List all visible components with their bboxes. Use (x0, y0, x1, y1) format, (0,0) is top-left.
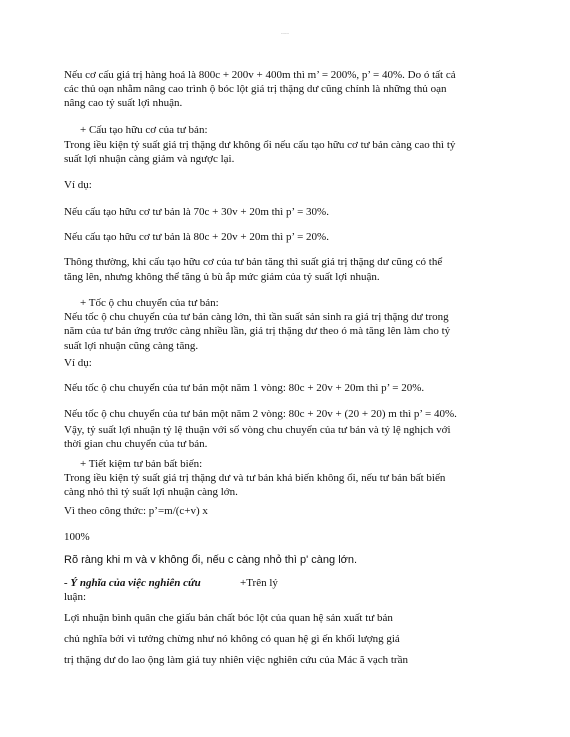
paragraph-line: thời gian chu chuyển của tư bản. (64, 438, 208, 450)
paragraph-line: năm của tư bản ứng trước càng nhiều lần, giá trị thặng dư theo ó mà tăng lên làm cho tỷ (64, 325, 451, 337)
example-line: Nếu tốc ộ chu chuyển của tư bản một năm 1 vòng: 80c + 20v + 20m thì p’ = 20%. (64, 382, 425, 394)
paragraph-line: suất lợi nhuận cũng càng tăng. (64, 340, 199, 352)
example-line: Nếu tốc ộ chu chuyển của tư bản một năm 2 vòng: 80c + 20v + (20 + 20) m thì p’ = 40%. (64, 408, 457, 420)
subsection-label: luận: (64, 591, 86, 603)
paragraph-line: Trong iều kiện tỷ suất giá trị thặng dư không ổi nếu cấu tạo hữu cơ tư bản càng cao thì tỷ (64, 139, 456, 151)
paragraph-line: các thủ oạn nhằm nâng cao trình ộ bóc lột giá trị thặng dư cũng chính là những thủ oạn (64, 83, 447, 95)
section-title: - Ý nghĩa của việc nghiên cứu (64, 577, 201, 589)
example-label: Ví dụ: (64, 357, 92, 369)
formula-line: Vì theo công thức: p’=m/(c+v) x (64, 505, 208, 517)
paragraph-line: suất lợi nhuận càng giảm và ngược lại. (64, 153, 235, 165)
paragraph-line: trị thặng dư do lao ộng làm giả tuy nhiên việc nghiên cứu của Mác ã vạch trần (64, 654, 408, 666)
paragraph-line: Thông thường, khi cấu tạo hữu cơ của tư bản tăng thì suất giá trị thặng dư cũng có thể (64, 256, 443, 268)
section-heading: + Tốc ộ chu chuyển của tư bản: (80, 297, 219, 309)
paragraph-line: Trong iều kiện tỷ suất giá trị thặng dư và tư bản khả biến không ổi, nếu tư bản bất biến (64, 472, 446, 484)
section-heading: + Tiết kiệm tư bản bất biến: (80, 458, 203, 470)
example-line: Nếu cấu tạo hữu cơ tư bản là 70c + 30v + 20m thì p’ = 30%. (64, 206, 329, 218)
section-heading: + Cấu tạo hữu cơ của tư bản: (80, 124, 208, 136)
paragraph-line: Rõ ràng khi m và v không ổi, nếu c càng nhỏ thì p' càng lớn. (64, 554, 358, 566)
page-header-mark: ------ (281, 30, 289, 35)
paragraph-line: chủ nghĩa bởi vì tưởng chừng như nó không có quan hệ gì ến khối lượng giá (64, 633, 400, 645)
formula-line: 100% (64, 531, 90, 543)
example-label: Ví dụ: (64, 179, 92, 191)
paragraph-line: Vậy, tỷ suất lợi nhuận tỷ lệ thuận với số vòng chu chuyển của tư bản và tỷ lệ nghịch với (64, 424, 451, 436)
paragraph-line: nâng cao tỷ suất lợi nhuận. (64, 97, 183, 109)
paragraph-line: càng nhỏ thì tỷ suất lợi nhuận càng lớn. (64, 486, 238, 498)
paragraph-line: Lợi nhuận bình quân che giấu bản chất bóc lột của quan hệ sản xuất tư bản (64, 612, 393, 624)
paragraph-line: Nếu tốc ộ chu chuyển của tư bản càng lớn, thì tần suất sản sinh ra giá trị thặng dư trong (64, 311, 449, 323)
paragraph-line: Nếu cơ cấu giá trị hàng hoá là 800c + 200v + 400m thì m’ = 200%, p’ = 40%. Do ó tất cả (64, 69, 456, 81)
subsection-label: +Trên lý (240, 577, 278, 589)
paragraph-line: tăng lên, nhưng không thể tăng ủ bù ắp mức giảm của tỷ suất lợi nhuận. (64, 271, 380, 283)
example-line: Nếu cấu tạo hữu cơ tư bản là 80c + 20v + 20m thì p’ = 20%. (64, 231, 329, 243)
